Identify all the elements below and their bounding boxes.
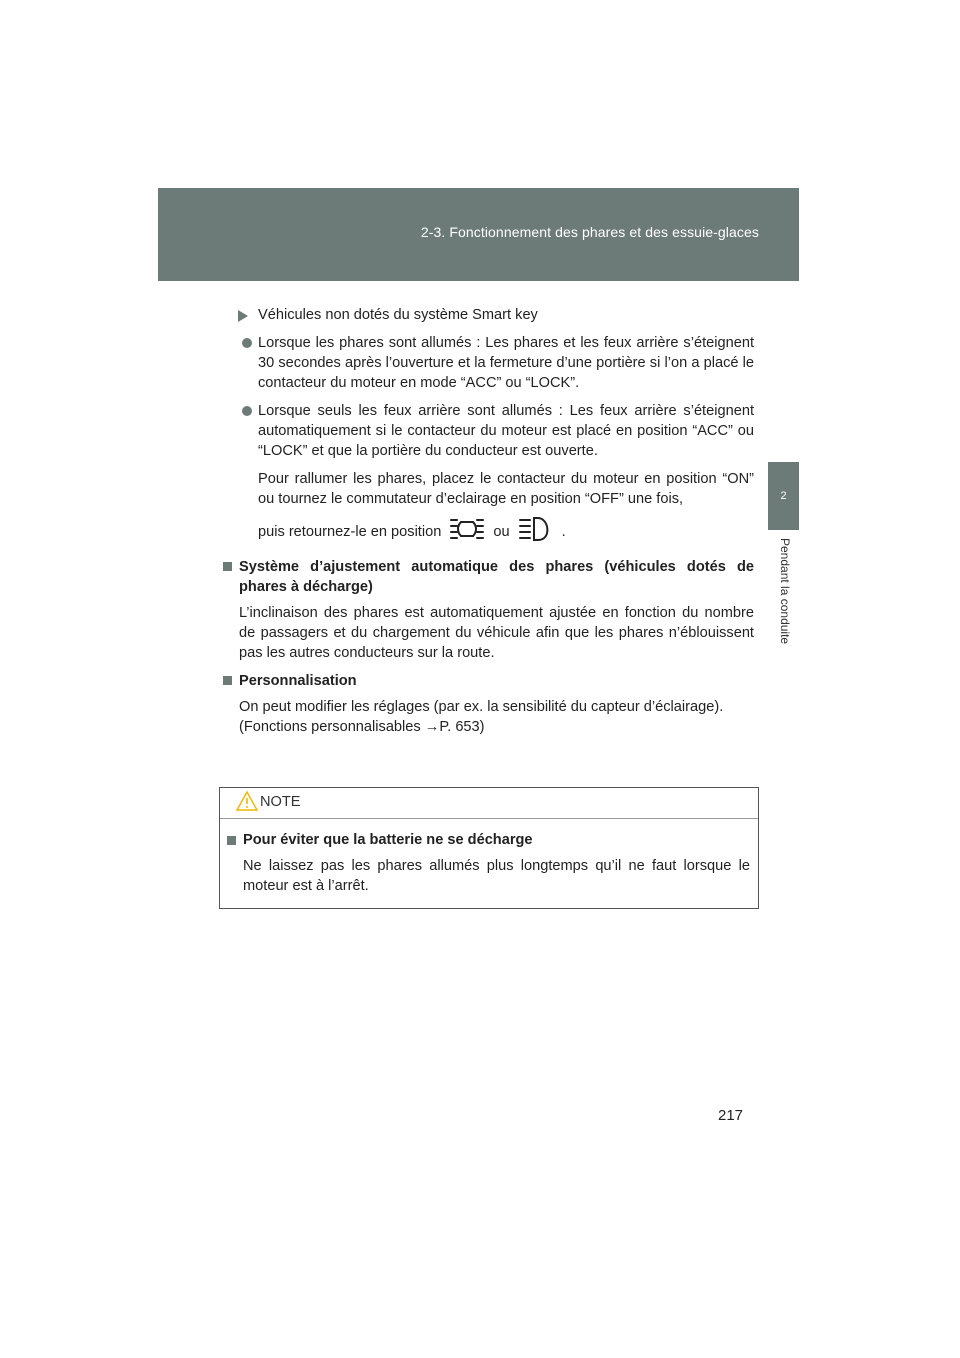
chapter-number: 2: [780, 490, 787, 502]
chapter-tab: [768, 462, 799, 530]
note-content: [220, 819, 758, 896]
list-item: [223, 333, 754, 393]
triangle-marker-icon: [238, 310, 248, 322]
section-square-icon: [223, 676, 232, 685]
note-box: [219, 787, 759, 909]
chapter-title: 2-3. Fonctionnement des phares et des essuie-glaces: [420, 224, 759, 240]
section-square-icon: [223, 562, 232, 571]
headlight-icon: [518, 515, 554, 549]
section-title: Système d’ajustement automatique des phares (véhicules dotés de phares à décharge): [239, 559, 754, 595]
vehicle-condition: [223, 305, 754, 325]
bullet-dot-icon: [242, 338, 252, 348]
page-number: 217: [718, 1107, 744, 1124]
section-reference: (Fonctions personnalisables →P. 653): [239, 719, 485, 735]
section-personalisation: [223, 671, 754, 737]
note-title: Pour éviter que la batterie ne se décharge: [243, 832, 533, 848]
section-body: L’inclinaison des phares est automatiquement ajustée en fonction du nombre de passagers et du chargement du véhicule afin que les phares n’éblouissent pas les autres conducteurs sur la route.: [239, 605, 754, 661]
section-square-icon: [227, 836, 236, 845]
bullet-text: Lorsque seuls les feux arrière sont allumés : Les feux arrière s’éteignent automatiquement si le contacteur du moteur est placé en position “ACC” ou “LOCK” et que la portière du conducteur est ouverte.: [258, 403, 754, 459]
tail-lights-icon: [449, 516, 485, 548]
chapter-side-label: Pendant la conduite: [778, 538, 792, 645]
note-header: [220, 788, 758, 819]
section-auto-leveling: [223, 557, 754, 663]
relight-prefix: puis retournez-le en position: [258, 524, 442, 540]
bullet-text: Lorsque les phares sont allumés : Les phares et les feux arrière s’éteignent 30 secondes après l’ouverture et la fermeture d’une portière si l’on a placé le contacteur du moteur en mode “ACC” ou “LOCK”.: [258, 335, 754, 391]
page-content: [223, 305, 754, 745]
note-label: NOTE: [260, 794, 301, 810]
warning-triangle-icon: [236, 791, 258, 816]
list-item: [223, 401, 754, 461]
section-body: On peut modifier les réglages (par ex. la sensibilité du capteur d’éclairage).: [239, 699, 724, 715]
relight-line: [223, 515, 754, 549]
vehicle-condition-text: Véhicules non dotés du système Smart key: [258, 307, 538, 323]
bullet-dot-icon: [242, 406, 252, 416]
relight-middle: ou: [493, 524, 510, 540]
chapter-header: [158, 188, 799, 281]
relight-suffix: .: [561, 524, 566, 540]
section-title: Personnalisation: [239, 673, 357, 689]
relight-paragraph: Pour rallumer les phares, placez le contacteur du moteur en position “ON” ou tournez le commutateur d’eclairage en position “OFF” une fois,: [258, 471, 754, 507]
note-text: Ne laissez pas les phares allumés plus longtemps qu’il ne faut lorsque le moteur est à l’arrêt.: [243, 858, 750, 894]
